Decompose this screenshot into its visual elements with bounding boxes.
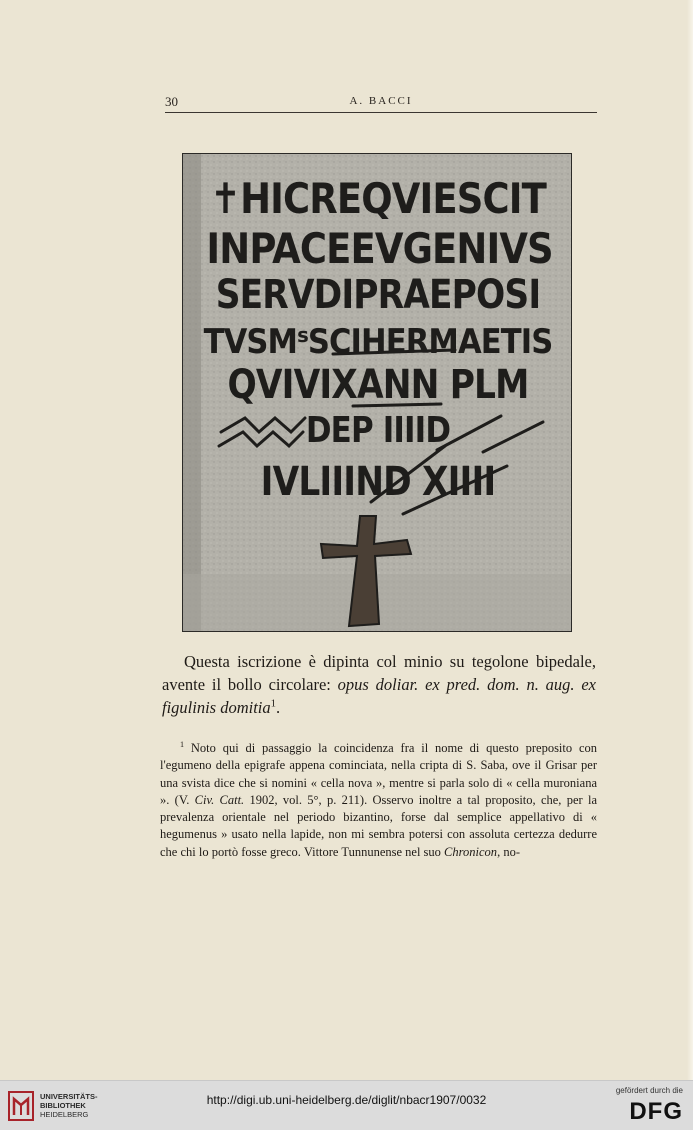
funding-caption: gefördert durch die	[615, 1086, 683, 1095]
inscription-line-3: SERVDIPRAEPOSI	[215, 272, 541, 318]
running-head	[165, 92, 597, 113]
footnote-marker: 1	[180, 739, 185, 749]
library-name-line-2: BIBLIOTHEK	[40, 1101, 86, 1110]
inscription-line-5: QVIVIXANN PLM	[227, 362, 529, 408]
inscription-line-1: ✝HICREQVIESCIT	[210, 174, 546, 223]
inscription-line-2: INPACEEVGENIVS	[206, 224, 553, 273]
caption-text: Questa iscrizione è dipinta col minio su tegolone bipedale, avente il bollo circolare:	[162, 652, 596, 694]
footnote-reference: 1	[270, 697, 276, 710]
library-name-line-3: HEIDELBERG	[40, 1110, 89, 1119]
inscription-line-7: IVLIIIND XIIII	[260, 459, 496, 505]
footnote-text-3: , no-	[497, 844, 520, 859]
footnote-text-1: Noto qui di passaggio la coincidenza fra il nome di questo preposito con l'egumeno della epigrafe appena cominciata, nella cripta di S. Saba, ove il Grisar per una svista dice che si nomini « cella nova », mentre si parla solo di « cella muroniana ». (V.	[160, 741, 597, 807]
caption-italic: opus doliar. ex pred. dom. n. aug. ex figulinis domitia	[162, 675, 596, 717]
inscription-line-4: TVSMˢSCIHERMAETIS	[203, 322, 553, 362]
footnote	[160, 740, 597, 861]
page-url-link[interactable]: http://digi.ub.uni-heidelberg.de/diglit/nbacr1907/0032	[206, 1093, 487, 1107]
caption-end: .	[276, 698, 281, 717]
page-number: 30	[165, 94, 178, 109]
inscription-photo	[182, 153, 572, 632]
running-title: A. BACCI	[349, 95, 413, 107]
dfg-logo: DFG	[629, 1098, 683, 1125]
footnote-italic-2: Chronicon	[444, 844, 498, 859]
page-edge	[687, 0, 693, 1080]
library-name-line-1: UNIVERSITÄTS-	[40, 1092, 98, 1101]
footnote-italic-1: Civ. Catt.	[194, 792, 245, 807]
footnote-text-2: 1902, vol. 5°, p. 211). Osservo inoltre a tal proposito, che, per la prevalenza orientale nel periodo bizantino, forse dal semplice appellativo di « hegumenus » usato nella lapide, non mi sembra potersi con assoluta certezza dedurre che chi lo portò fosse greco. Vittore Tunnunense nel suo	[160, 792, 597, 859]
viewer-footer	[0, 1080, 693, 1130]
inscription-line-6: DEP IIIID	[305, 410, 451, 451]
caption-paragraph	[162, 650, 596, 719]
